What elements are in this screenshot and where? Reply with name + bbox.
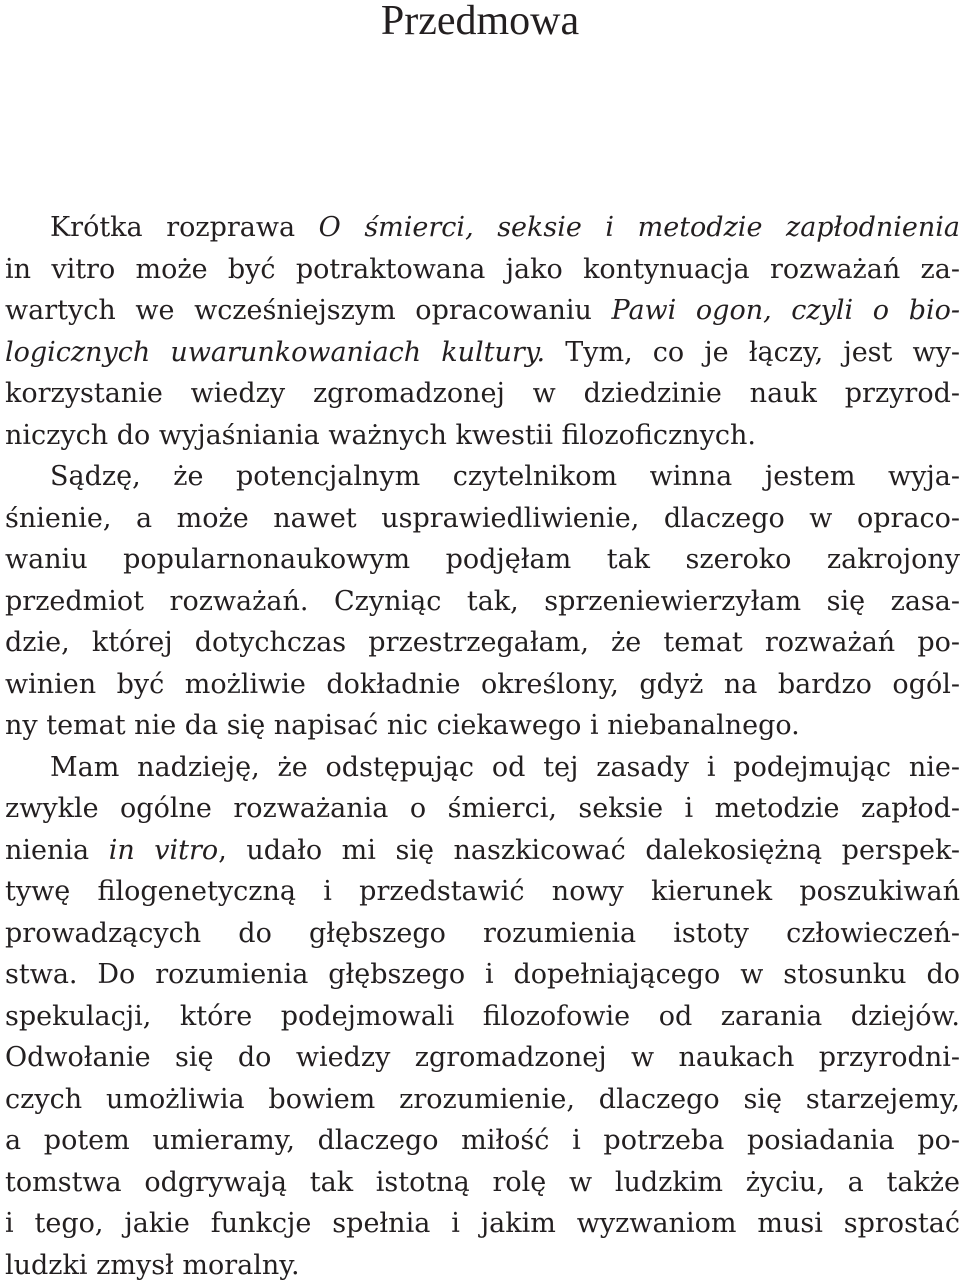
- text-run: nienia: [5, 835, 109, 866]
- italic-title-run: O śmierci, seksie i metodzie zapłodnienia: [319, 212, 960, 243]
- text-line: [5, 1203, 960, 1245]
- paragraph: [5, 747, 960, 1286]
- text-line: [5, 373, 960, 415]
- text-run: tywę filogenetyczną i przedstawić nowy kierunek poszukiwań: [5, 876, 960, 907]
- text-run: stwa. Do rozumienia głębszego i dopełniającego w stosunku do: [5, 959, 960, 990]
- text-line: [5, 622, 960, 664]
- body-text: [5, 207, 960, 1286]
- text-run: prowadzących do głębszego rozumienia istoty człowieczeń-: [5, 918, 960, 949]
- text-line: [5, 664, 960, 706]
- text-line: [5, 1162, 960, 1204]
- text-line: [5, 954, 960, 996]
- text-line: [5, 456, 960, 498]
- paragraph: [5, 456, 960, 747]
- text-run: Mam nadzieję, że odstępując od tej zasady i podejmując nie-: [50, 752, 960, 783]
- text-line: [5, 996, 960, 1038]
- text-run: ny temat nie da się napisać nic ciekawego i niebanalnego.: [5, 710, 800, 741]
- text-run: tomstwa odgrywają tak istotną rolę w ludzkim życiu, a także: [5, 1167, 960, 1198]
- text-line: [5, 249, 960, 291]
- text-line: [5, 788, 960, 830]
- text-run: Krótka rozprawa: [50, 212, 319, 243]
- text-run: ludzki zmysł moralny.: [5, 1250, 300, 1281]
- paragraph: [5, 207, 960, 456]
- italic-title-run: logicznych uwarunkowaniach kultury.: [5, 337, 545, 368]
- text-run: korzystanie wiedzy zgromadzonej w dziedzinie nauk przyrod-: [5, 378, 960, 409]
- text-run: waniu popularnonaukowym podjęłam tak szeroko zakrojony: [5, 544, 960, 575]
- page-title: Przedmowa: [0, 0, 960, 42]
- text-line: [5, 747, 960, 789]
- text-line: [5, 705, 960, 747]
- text-run: dzie, której dotychczas przestrzegałam, że temat rozważań po-: [5, 627, 960, 658]
- text-line: [5, 830, 960, 872]
- text-run: i tego, jakie funkcje spełnia i jakim wyzwaniom musi sprostać: [5, 1208, 960, 1239]
- text-run: zwykle ogólne rozważania o śmierci, seksie i metodzie zapłod-: [5, 793, 960, 824]
- text-run: , udało mi się naszkicować dalekosiężną perspek-: [218, 835, 960, 866]
- text-line: [5, 913, 960, 955]
- text-run: a potem umieramy, dlaczego miłość i potrzeba posiadania po-: [5, 1125, 960, 1156]
- text-line: [5, 539, 960, 581]
- text-run: wartych we wcześniejszym opracowaniu: [5, 295, 611, 326]
- text-run: niczych do wyjaśniania ważnych kwestii filozoficznych.: [5, 420, 756, 451]
- text-run: in vitro może być potraktowana jako kontynuacja rozważań za-: [5, 254, 960, 285]
- text-run: Tym, co je łączy, jest wy-: [545, 337, 960, 368]
- text-line: [5, 581, 960, 623]
- text-run: przedmiot rozważań. Czyniąc tak, sprzeniewierzyłam się zasa-: [5, 586, 960, 617]
- text-line: [5, 1120, 960, 1162]
- text-line: [5, 290, 960, 332]
- text-line: [5, 1079, 960, 1121]
- italic-title-run: Pawi ogon, czyli o bio-: [611, 295, 960, 326]
- italic-title-run: in vitro: [109, 835, 219, 866]
- text-run: spekulacji, które podejmowali filozofowie od zarania dziejów.: [5, 1001, 960, 1032]
- text-line: [5, 1245, 960, 1286]
- text-line: [5, 498, 960, 540]
- text-run: czych umożliwia bowiem zrozumienie, dlaczego się starzejemy,: [5, 1084, 960, 1115]
- text-line: [5, 871, 960, 913]
- text-line: [5, 332, 960, 374]
- text-run: Sądzę, że potencjalnym czytelnikom winna jestem wyja-: [50, 461, 960, 492]
- text-line: [5, 1037, 960, 1079]
- text-line: [5, 207, 960, 249]
- text-run: winien być możliwie dokładnie określony, gdyż na bardzo ogól-: [5, 669, 960, 700]
- text-run: śnienie, a może nawet usprawiedliwienie, dlaczego w opraco-: [5, 503, 960, 534]
- text-line: [5, 415, 960, 457]
- text-run: Odwołanie się do wiedzy zgromadzonej w naukach przyrodni-: [5, 1042, 960, 1073]
